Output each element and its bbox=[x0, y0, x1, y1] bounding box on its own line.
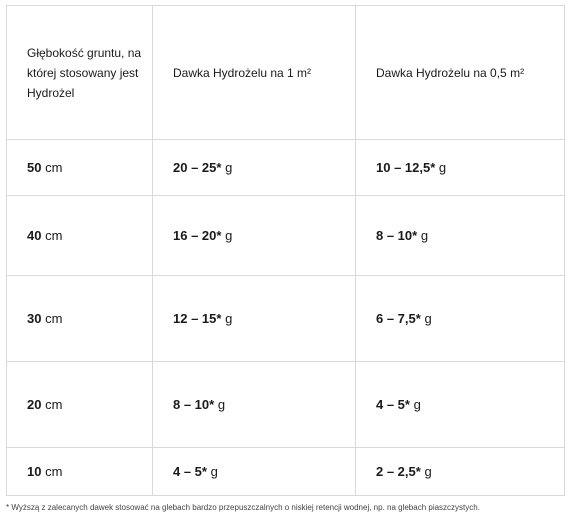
footnote: * Wyższą z zalecanych dawek stosować na glebach bardzo przepuszczalnych o niskiej retencji wodnej, np. na glebach piaszczystych. bbox=[6, 503, 480, 512]
dose-05m-unit: g bbox=[424, 464, 432, 479]
depth-cell bbox=[7, 276, 153, 362]
dose-1m-value: 20 – 25* bbox=[173, 160, 222, 175]
dose-1m-unit: g bbox=[225, 160, 233, 175]
table-row bbox=[7, 362, 565, 448]
depth-unit: cm bbox=[45, 397, 63, 412]
dose-1m-cell bbox=[153, 140, 356, 196]
depth-value: 20 bbox=[27, 397, 42, 412]
dose-1m-cell bbox=[153, 276, 356, 362]
table-header-row bbox=[7, 6, 565, 140]
depth-value: 50 bbox=[27, 160, 42, 175]
dose-1m-unit: g bbox=[225, 311, 233, 326]
dose-05m-value: 6 – 7,5* bbox=[376, 311, 421, 326]
depth-cell bbox=[7, 196, 153, 276]
depth-value: 30 bbox=[27, 311, 42, 326]
dose-1m-value: 12 – 15* bbox=[173, 311, 222, 326]
hydrogel-dose-table bbox=[6, 5, 565, 496]
dose-1m-unit: g bbox=[217, 397, 226, 412]
dose-05m-unit: g bbox=[420, 228, 429, 243]
header-dose-05m: Dawka Hydrożelu na 0,5 m² bbox=[356, 6, 565, 140]
dose-05m-unit: g bbox=[413, 397, 421, 412]
dose-05m-value: 4 – 5* bbox=[376, 397, 410, 412]
table-row bbox=[7, 140, 565, 196]
dose-05m-unit: g bbox=[438, 160, 447, 175]
dose-1m-unit: g bbox=[210, 464, 218, 479]
dose-05m-cell bbox=[356, 140, 565, 196]
dose-05m-cell bbox=[356, 276, 565, 362]
dose-05m-cell bbox=[356, 448, 565, 496]
dose-05m-cell bbox=[356, 362, 565, 448]
header-dose-1m: Dawka Hydrożelu na 1 m² bbox=[153, 6, 356, 140]
dose-1m-cell bbox=[153, 448, 356, 496]
depth-unit: cm bbox=[45, 228, 63, 243]
table-row bbox=[7, 196, 565, 276]
dose-1m-cell bbox=[153, 362, 356, 448]
dose-1m-cell bbox=[153, 196, 356, 276]
dose-05m-value: 10 – 12,5* bbox=[376, 160, 436, 175]
dose-1m-value: 4 – 5* bbox=[173, 464, 207, 479]
table-row bbox=[7, 448, 565, 496]
dose-1m-value: 8 – 10* bbox=[173, 397, 215, 412]
dose-05m-value: 2 – 2,5* bbox=[376, 464, 421, 479]
depth-unit: cm bbox=[45, 160, 63, 175]
depth-cell bbox=[7, 362, 153, 448]
dose-05m-cell bbox=[356, 196, 565, 276]
depth-value: 10 bbox=[27, 464, 42, 479]
dose-1m-value: 16 – 20* bbox=[173, 228, 222, 243]
depth-value: 40 bbox=[27, 228, 42, 243]
dose-05m-value: 8 – 10* bbox=[376, 228, 418, 243]
depth-cell bbox=[7, 140, 153, 196]
dose-1m-unit: g bbox=[225, 228, 233, 243]
table-row bbox=[7, 276, 565, 362]
dose-05m-unit: g bbox=[424, 311, 432, 326]
header-depth: Głębokość gruntu, na której stosowany jest Hydrożel bbox=[7, 6, 153, 140]
depth-unit: cm bbox=[45, 464, 63, 479]
depth-cell bbox=[7, 448, 153, 496]
depth-unit: cm bbox=[45, 311, 63, 326]
